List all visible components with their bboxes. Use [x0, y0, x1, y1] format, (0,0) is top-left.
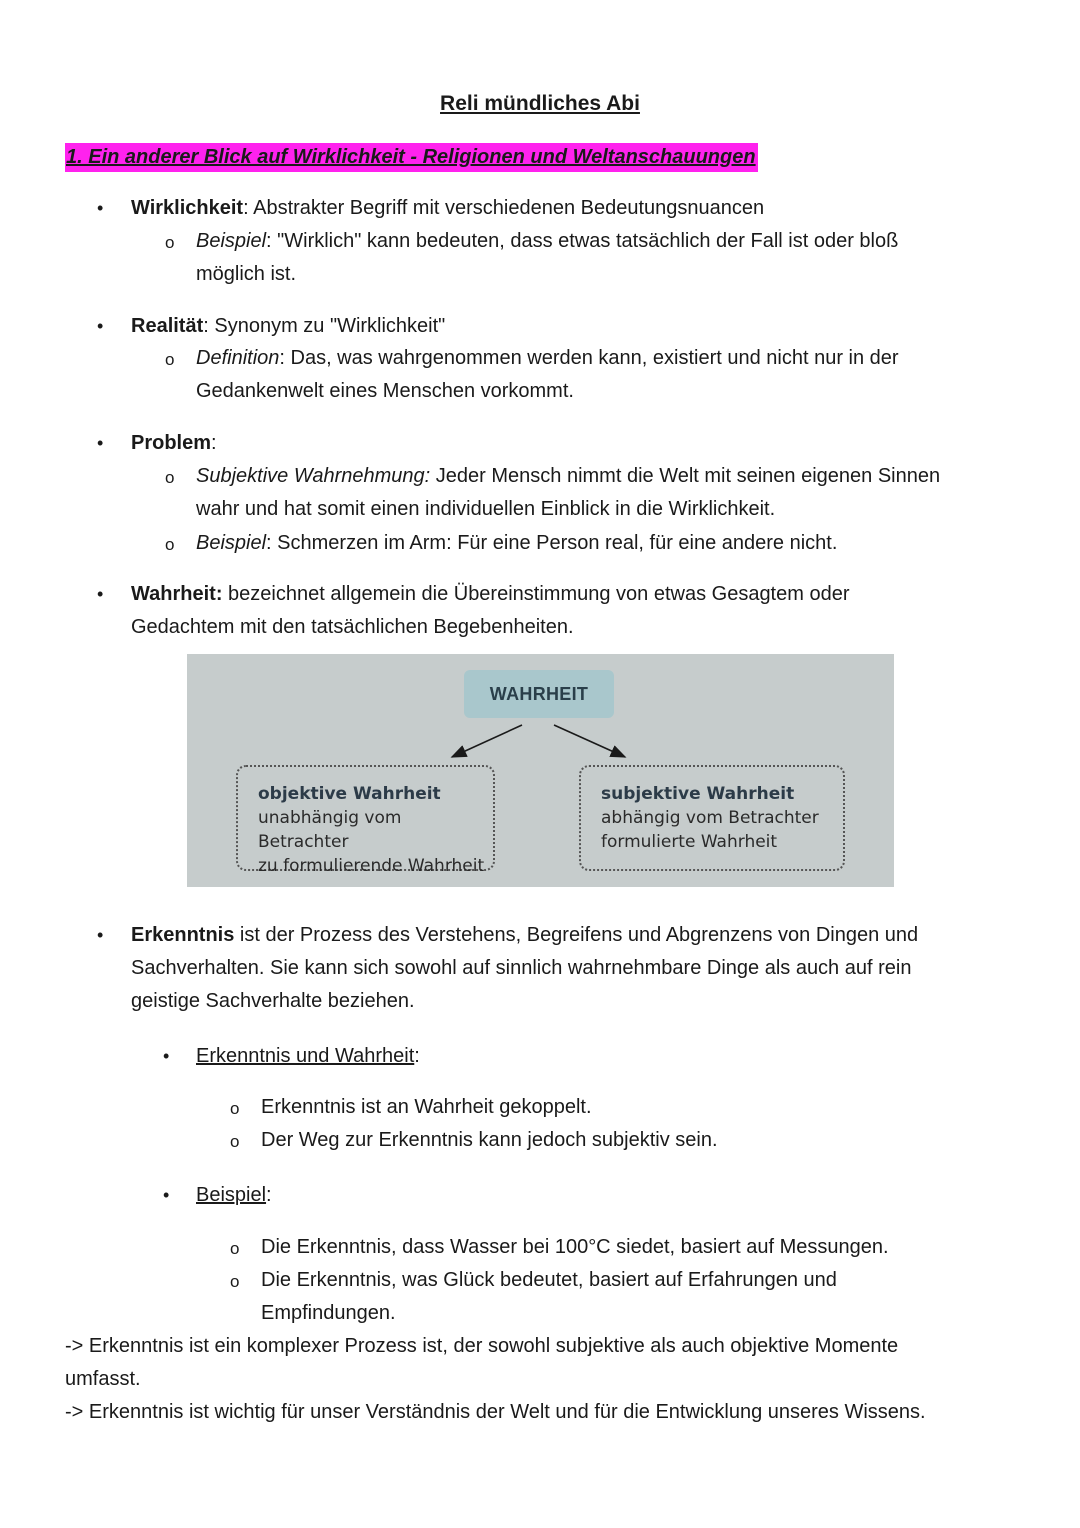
sub1-text: Jeder Mensch nimmt die Welt mit seinen eigenen Sinnen: [430, 465, 941, 487]
definition-text: : Das, was wahrgenommen werden kann, existiert und nicht nur in der: [279, 347, 899, 369]
example-label: Beispiel: [196, 230, 267, 252]
bullet-marker: •: [97, 925, 104, 945]
circle-marker: o: [230, 1272, 240, 1291]
term-wahrheit: Wahrheit:: [131, 583, 223, 605]
term-erkenntnis: Erkenntnis: [131, 924, 235, 946]
wahrheit-diagram: [187, 654, 894, 887]
list-item: Der Weg zur Erkenntnis kann jedoch subjektiv sein.: [261, 1129, 718, 1151]
colon: :: [266, 1184, 272, 1206]
circle-marker: o: [230, 1099, 240, 1118]
list-item: Die Erkenntnis, dass Wasser bei 100°C siedet, basiert auf Messungen.: [261, 1236, 889, 1258]
problem-line: [131, 427, 217, 460]
box-line: formulierte Wahrheit: [601, 832, 778, 852]
box-heading: subjektive Wahrheit: [601, 784, 795, 804]
bullet-marker: •: [97, 316, 104, 336]
diagram-top-box: WAHRHEIT: [464, 670, 614, 718]
wahrheit-text: bezeichnet allgemein die Übereinstimmung von etwas Gesagtem oder: [222, 583, 850, 605]
realitaet-definition: [196, 342, 899, 375]
problem-sub1: [196, 460, 940, 493]
list-item: Erkenntnis ist an Wahrheit gekoppelt.: [261, 1096, 592, 1118]
erkenntnis-sub2-title: [196, 1179, 272, 1212]
page-title: Reli mündliches Abi: [440, 92, 640, 115]
term-realitaet: Realität: [131, 315, 204, 337]
realitaet-line: [131, 310, 445, 343]
problem-sub2: [196, 527, 837, 560]
circle-marker: o: [165, 535, 175, 554]
problem-sub1-cont: wahr und hat somit einen individuellen Einblick in die Wirklichkeit.: [196, 498, 776, 520]
sub2-label: Beispiel: [196, 532, 267, 554]
conclusion-line-2: umfasst.: [65, 1368, 141, 1390]
box-line: abhängig vom Betrachter: [601, 808, 819, 828]
conclusion-line-3: -> Erkenntnis ist wichtig für unser Verständnis der Welt und für die Entwicklung unseres Wissens.: [65, 1401, 926, 1423]
circle-marker: o: [165, 350, 175, 369]
list-item: Die Erkenntnis, was Glück bedeutet, basiert auf Erfahrungen und: [261, 1269, 837, 1291]
conclusion-line-1: -> Erkenntnis ist ein komplexer Prozess ist, der sowohl subjektive als auch objektive Momente: [65, 1335, 899, 1357]
diagram-box-objektiv: [236, 765, 495, 876]
erkenntnis-line: [131, 919, 918, 952]
erkenntnis-line-3: geistige Sachverhalte beziehen.: [131, 990, 415, 1012]
bullet-marker: •: [97, 584, 104, 604]
example-text: : "Wirklich" kann bedeuten, dass etwas tatsächlich der Fall ist oder bloß: [266, 230, 899, 252]
bullet-marker: •: [163, 1185, 170, 1205]
wirklichkeit-example: [196, 225, 898, 258]
sub-title: Erkenntnis und Wahrheit: [196, 1045, 415, 1067]
bullet-marker: •: [163, 1046, 170, 1066]
definition-label: Definition: [196, 347, 280, 369]
list-item-cont: Empfindungen.: [261, 1302, 396, 1324]
box-line: zu formulierende Wahrheit: [258, 856, 485, 876]
box-heading: objektive Wahrheit: [258, 784, 441, 804]
wirklichkeit-line: [131, 192, 764, 225]
bullet-marker: •: [97, 198, 104, 218]
realitaet-text: : Synonym zu "Wirklichkeit": [203, 315, 446, 337]
realitaet-definition-cont: Gedankenwelt eines Menschen vorkommt.: [196, 380, 574, 402]
erkenntnis-text: ist der Prozess des Verstehens, Begreifens und Abgrenzens von Dingen und: [234, 924, 919, 946]
arrow-right-icon: [554, 725, 625, 757]
wirklichkeit-text: : Abstrakter Begriff mit verschiedenen Bedeutungsnuancen: [243, 197, 765, 219]
diagram-box-subjektiv: [579, 765, 845, 871]
wirklichkeit-example-cont: möglich ist.: [196, 263, 297, 285]
circle-marker: o: [165, 233, 175, 252]
term-wirklichkeit: Wirklichkeit: [131, 197, 244, 219]
arrow-left-icon: [452, 725, 522, 757]
box-line: unabhängig vom Betrachter: [258, 808, 402, 852]
sub2-text: : Schmerzen im Arm: Für eine Person real, für eine andere nicht.: [266, 532, 838, 554]
wahrheit-line: [131, 578, 850, 611]
colon: :: [414, 1045, 420, 1067]
circle-marker: o: [165, 468, 175, 487]
circle-marker: o: [230, 1132, 240, 1151]
term-problem: Problem: [131, 432, 212, 454]
sub1-label: Subjektive Wahrnehmung:: [196, 465, 431, 487]
problem-colon: :: [211, 432, 217, 454]
wahrheit-line-cont: Gedachtem mit den tatsächlichen Begebenheiten.: [131, 616, 574, 638]
erkenntnis-line-2: Sachverhalten. Sie kann sich sowohl auf sinnlich wahrnehmbare Dinge als auch auf rein: [131, 957, 912, 979]
sub-title: Beispiel: [196, 1184, 267, 1206]
section-heading: 1. Ein anderer Blick auf Wirklichkeit - Religionen und Weltanschauungen: [65, 143, 758, 172]
circle-marker: o: [230, 1239, 240, 1258]
erkenntnis-sub1-title: [196, 1040, 420, 1073]
bullet-marker: •: [97, 433, 104, 453]
